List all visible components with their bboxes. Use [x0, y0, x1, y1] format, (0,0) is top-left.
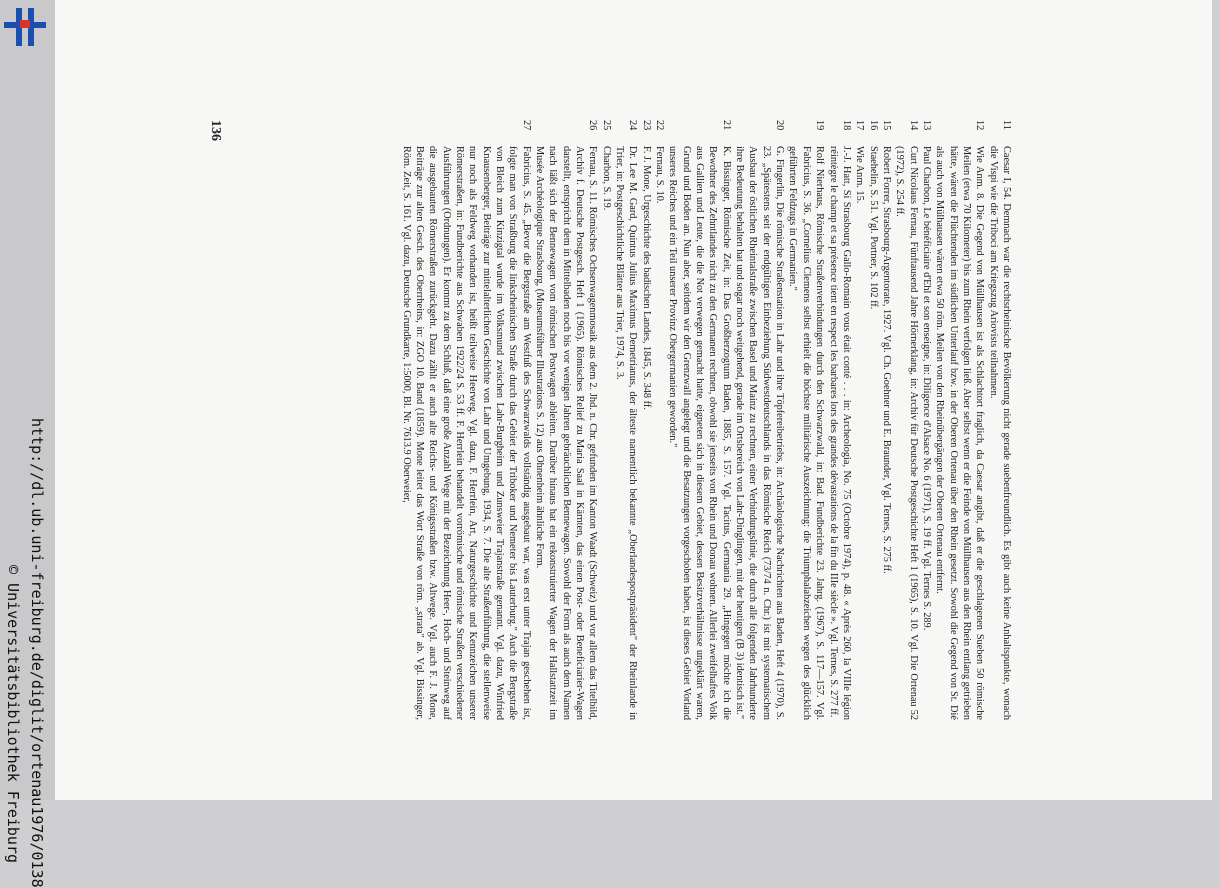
footnote-text: Caesar I, 54. Demnach war die rechtsrheinische Bevölkerung nicht gerade suebenfreundlich. Es gibt auch keine Anhaltspunkte, wonach die Vispi wie die Triboci am Kriegszug Ariovists teilnahmen.: [987, 146, 1012, 720]
university-library-logo-icon: [2, 4, 46, 48]
footnote-text: Staehelin, S. 51. Vgl. Portner, S. 102 ff.: [867, 146, 879, 310]
footnote-text: Curt Nicolaus Fernau, Fünftausend Jahre Hörnerklang, in: Archiv für Deutsche Postgeschichte Heft 1 (1965), S. 10. Vgl. Die Ortenau 52 (1972), S. 254 ff.: [894, 146, 919, 720]
footnote-text: Wie Anm. 15.: [854, 146, 866, 204]
footnote-text: Fernau, S. 10.: [654, 146, 666, 204]
footnote-number: 16: [867, 120, 879, 131]
footnote-number: 11: [1001, 120, 1012, 130]
footnote-number: 14: [907, 120, 919, 131]
footnote-text: Paul Charbon, Le bénéficiaire d'Ehl et son enseigne, in: Diligence d'Alsace No. 6 (1971), S. 19 ff. Vgl. Ternes S. 289.: [920, 146, 932, 631]
footnote-number: 21: [720, 120, 732, 131]
footnote-number: 23: [640, 120, 652, 131]
footnote-text: Rolf Nierhaus, Römische Straßenverbindungen durch den Schwarzwald, in: Bad. Fundberichte 23. Jahrg. (1967), S. 117—157. Vgl. Fabricius, S. 36. „Cornelius Clemens selbst erhielt die höchste militärische Auszeichnung: die Triumphalabzeichen wegen des glücklich geführten Feldzugs in Germanien.": [787, 146, 826, 720]
page-number: 136: [208, 120, 223, 141]
footnote: [880, 120, 893, 720]
footnote: [666, 120, 733, 720]
footnote-number: 15: [880, 120, 892, 131]
footnote-text: Wie Anm. 8. Die Gegend von Müllhausen ist als Schlachtort fraglich, da Caesar angibt, daß er die geschlagenen Sueben 50 römische Meilen (etwa 70 Kilometer) bis zum Rhein verfolgen ließ. Aber selbst wenn er die Feinde von Müllhausen aus den Rhein entlang getrieben hätte, wären die Flüchtenden im südlichen Unterlauf bzw. in der Oberen Ortenau über den Rhein gesetzt. Sowohl die Gegend von St. Dié als auch von Mülhausen wären etwa 50 röm. Meilen von den Rheinübergängen der Oberen Ortenau entfernt.: [934, 146, 986, 720]
footnote-text: G. Fingerlin, Die römische Straßenstation in Lahr und ihre Töpfereibetriebs, in: Archäologische Nachrichten aus Baden, Heft 4 (1970), S. 23. „Spätestens seit der endgültigen Einbeziehung Südwestdeutschlands in das Römische Reich (73/74 n. Chr.) ist mit systematischem Ausbau der östlichen Rheintalstraße zwischen Basel und Mainz zu rechnen, einer Verbindungslinie, die durch alle folgenden Jahrhunderte ihre Bedeutung behalten hat und sogar noch weitgehend, gerade im Ortsbereich von Lahr-Dinglingen, mit der heutigen (B 3) identisch ist.": [734, 146, 786, 720]
footnote-text: Robert Forrer, Strasbourg-Argentorate, 1927. Vgl. Ch. Goehner und E. Braunder, Vgl. Ternes, S. 275 ff.: [880, 146, 892, 574]
footnote-number: 26: [587, 120, 599, 131]
footnote: [920, 120, 933, 720]
footnote: [399, 120, 532, 720]
footnote-text: Fernau, S. 11. Römisches Ochsenwagenmosaik aus dem 2. Jhd. n. Chr. gefunden im Kanton Waadt (Schweiz) und vor allem das Titelbild, Archiv f. Deutsche Postgesch. Heft 1 (1965). Römisches Relief zu Maria Saal in Kärnten, das einen Post- oder Beneficiarier-Wagen darstellt, entspricht dem in Mittelbaden noch bis vor wenigen Jahren gebräuchlichen Bennewagen. Sowohl der Form als auch dem Namen nach läßt sich der Bennewagen vom römischen Postwagen ableiten. Darüber hinaus hat ein rekonstruierter Wagen der Hallstattzeit im Musée Archéologique Strasbourg, (Museumsführer Illustrations S. 12) aus Ohnenheim ähnliche Form.: [533, 146, 599, 720]
footnote-number: 25: [600, 120, 612, 131]
footnote: [893, 120, 920, 720]
footnote: [786, 120, 826, 720]
copyright-notice: © Universitätsbibliothek Freiburg: [4, 565, 22, 864]
footnote-number: 27: [520, 120, 532, 131]
footnote-number: 24: [627, 120, 639, 131]
footnote: [866, 120, 879, 720]
footnote-number: 12: [974, 120, 986, 131]
footnote: [533, 120, 600, 720]
footnote: [639, 120, 652, 720]
footnote: [613, 120, 640, 720]
footnote-text: J.-J. Hatt, Si Strasbourg Gallo-Romain vous était conté . . . in: Archeologia, No. 75 (Octobre 1974), p. 48. « Après 260, la VIIIe légion réintègre le champ et sa présence tient en respect les barbares lors des grandes dévastations de la fin du IIIe siècle ». Vgl. Ternes, S. 277 ff.: [827, 146, 852, 720]
footnote-number: 18: [840, 120, 852, 131]
document-url[interactable]: http://dl.ub.uni-freiburg.de/diglit/ortenau1976/0138: [28, 418, 46, 888]
footnote-text: Fabricius, S. 45. „Bevor die Bergstraße am Westfuß des Schwarzwalds vollständig ausgebaut war, was erst unter Trajan geschehen ist, folgte man von Straßburg die linksrheinischen Straße durch das Gebiet der Triboker und Nemeter bis Lauterburg." Auch die Bergstraße von Bleich zum Kinzigtal wurde im Volksmund zwischen Lahr-Burgheim und Zunsweier Trajanstraße genannt. Vgl. dazu, Winfried Knausenberger, Beiträge zur mittelalterlichen Geschichte von Lahr und Umgebung, 1934, S. 7. Die alte Straßenführung, die stellenweise nur noch als Feldweg vorhanden ist, heißt teilweise Heerweg. Vgl. dazu, F. Herrlein, Art, Naturgeschichte und Kennzeichen unserer Römerstraßen, in: Fundberichte aus Schwaben 1922/24 S. 53 ff. F. Herrlein behandelt vorrömische und römische Straßen verschiedener Ausführungen (Ordnungen). Er kommt zu dem Schluß, daß eine große Anzahl Wege mit der Bezeichnung Heer-, Hoch- und Steinweg auf die ausgebauten Römerstraßen zurückgeht. Dazu zählt er auch alte Reichs- und Königsstraßen bzw. Altwege. Vgl. auch F. J. Mone, Beiträge zur alten Gesch. des Oberrheins, in: ZGO 10. Band (1859). Mone leitet das Wort Straße von röm. „strata" ab. Vgl. Bissinger, Röm. Zeit, S. 161. Vgl. dazu, Deutsche Grundkarte, 1:5000, Bl. Nr. 7613.9 Oberweier,: [400, 146, 532, 720]
footnote-text: Charbon, S. 19.: [600, 146, 612, 211]
footnote: [653, 120, 666, 720]
footnote-number: 17: [854, 120, 866, 131]
rotated-page-content: [203, 120, 1013, 720]
footnote: [986, 120, 1013, 720]
footnote: [599, 120, 612, 720]
footnote-text: K. Bissinger, Römische Zeit, in: Das Großherzogtum Baden, 1885, S. 157. Vgl. Tacitus, Germania 29. „Hingegen möchte ich die Bewohner des Zehntlandes nicht zu den Germanen rechnen, obwohl sie jenseits von Rhein und Donau wohnen. Allerlei zweifelhaftes Volk aus Gallien und Leute, die die Not verwegen gemacht hatte, eigneten sich in diesem Gebiet, dessen Besitzverhältnisse ungeklärt waren, Grund und Boden an. Nun aber, seitdem wir den Grenzwall angelegt und die Besatzungen vorgeschoben haben, ist dieses Gebiet Vorland unseres Reiches und ein Teil unserer Provinz Obergermanien geworden.": [667, 146, 732, 720]
viewer-sidebar: [0, 0, 55, 888]
footnote-text: F. J. Mone, Urgeschichte des badischen Landes, 1845, S. 348 ff.: [640, 146, 652, 410]
footnote: [826, 120, 853, 720]
footnote-number: 13: [920, 120, 932, 131]
footnote-number: 20: [774, 120, 786, 131]
footnote: [933, 120, 986, 720]
footnote-number: 19: [814, 120, 826, 131]
footnote: [733, 120, 786, 720]
footnote: [853, 120, 866, 720]
footnote-number: 22: [654, 120, 666, 131]
footnote-text: Dr. Lee M. Gard, Quintus Julius Maximus Demetrianus, der älteste namentlich bekannte „Oberlandespostpräsident" der Rheinlande in Trier, in: Postgeschichtliche Blätter aus Trier, 1974, S. 3.: [614, 146, 639, 720]
footnotes-list: [399, 120, 1013, 720]
scanned-page: [55, 0, 1212, 800]
